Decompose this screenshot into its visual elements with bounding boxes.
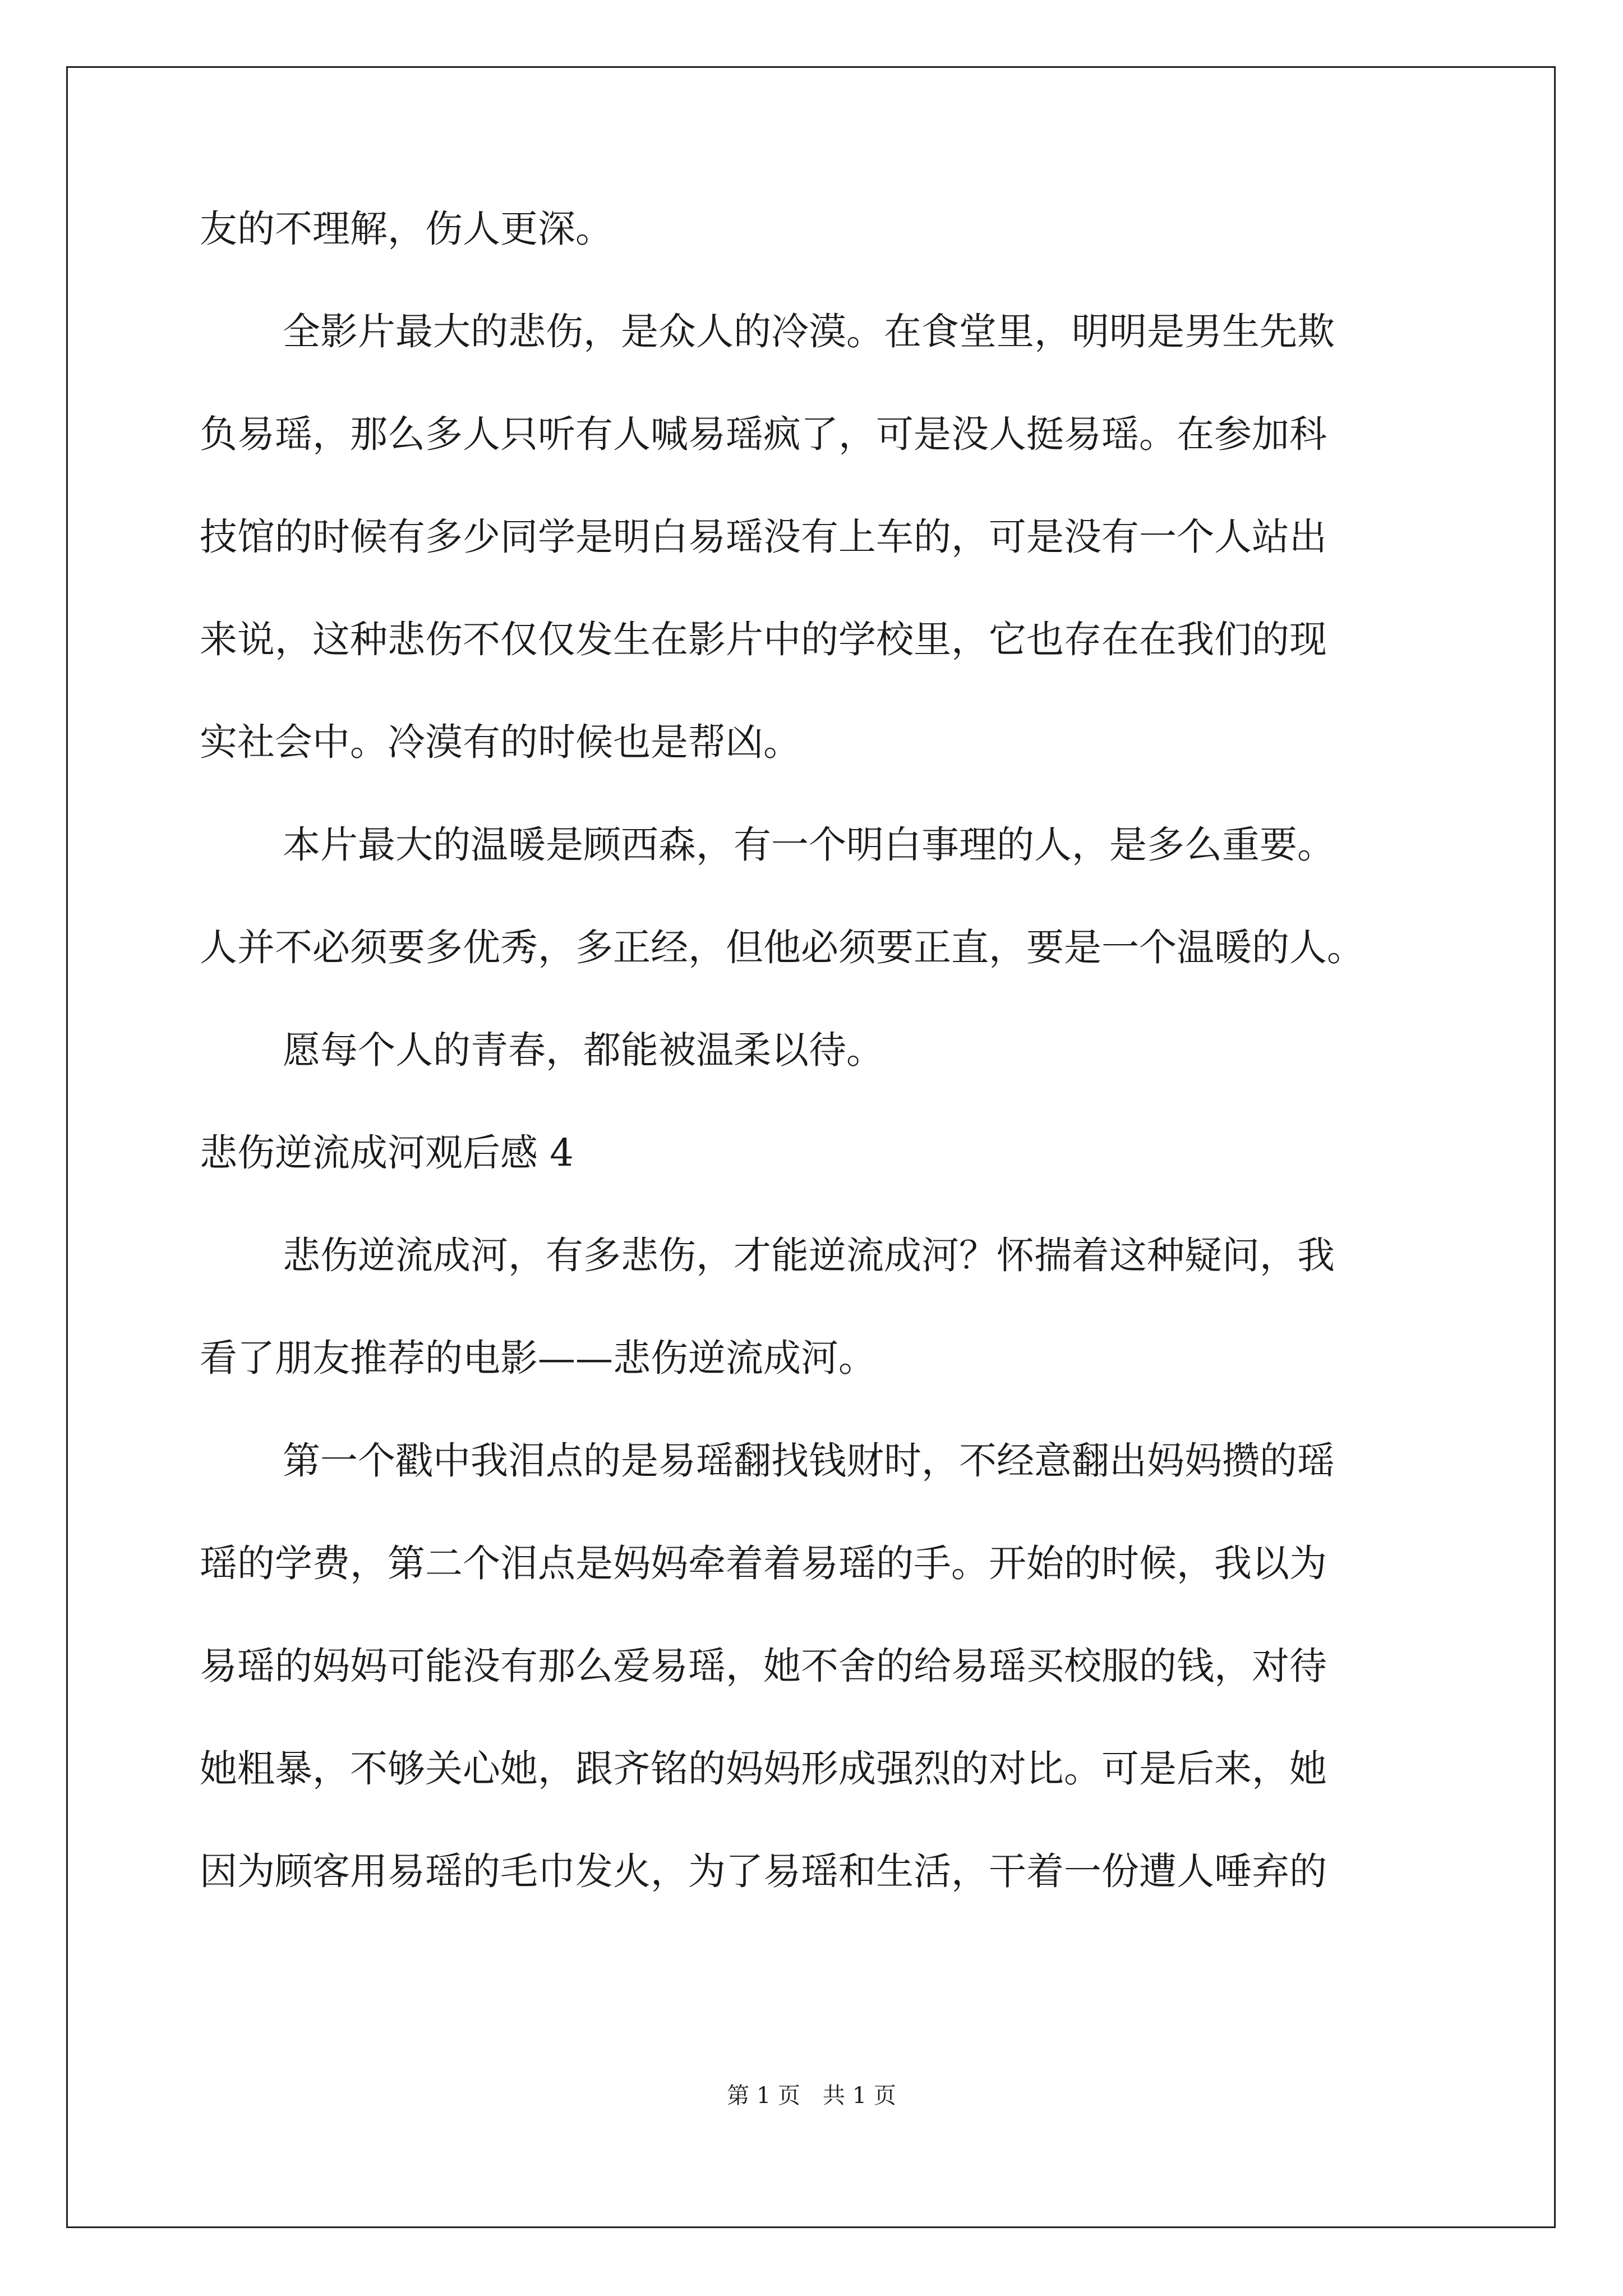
text-line: 技馆的时候有多少同学是明白易瑶没有上车的，可是没有一个人站出 — [200, 515, 1327, 559]
text-line: 她粗暴，不够关心她，跟齐铭的妈妈形成强烈的对比。可是后来，她 — [200, 1747, 1327, 1791]
text-line: 本片最大的温暖是顾西森，有一个明白事理的人，是多么重要。 — [283, 823, 1335, 867]
section-heading: 悲伤逆流成河观后感 4 — [200, 1131, 574, 1175]
text-line: 因为顾客用易瑶的毛巾发火，为了易瑶和生活，干着一份遭人唾弃的 — [200, 1849, 1327, 1893]
text-line: 愿每个人的青春，都能被温柔以待。 — [283, 1028, 884, 1072]
text-line: 负易瑶，那么多人只听有人喊易瑶疯了，可是没人挺易瑶。在参加科 — [200, 412, 1327, 456]
text-line: 易瑶的妈妈可能没有那么爱易瑶，她不舍的给易瑶买校服的钱，对待 — [200, 1644, 1327, 1688]
text-line: 看了朋友推荐的电影——悲伤逆流成河。 — [200, 1336, 876, 1380]
text-line: 实社会中。冷漠有的时候也是帮凶。 — [200, 720, 801, 764]
text-line: 悲伤逆流成河，有多悲伤，才能逆流成河？怀揣着这种疑问，我 — [283, 1234, 1335, 1277]
text-line: 人并不必须要多优秀，多正经，但他必须要正直，要是一个温暖的人。 — [200, 926, 1364, 969]
text-line: 友的不理解，伤人更深。 — [200, 207, 613, 251]
text-line: 第一个戳中我泪点的是易瑶翻找钱财时，不经意翻出妈妈攒的瑶 — [283, 1439, 1335, 1483]
page-number-footer: 第 1 页 共 1 页 — [727, 2083, 896, 2109]
text-line: 来说，这种悲伤不仅仅发生在影片中的学校里，它也存在在我们的现 — [200, 618, 1327, 661]
text-line: 全影片最大的悲伤，是众人的冷漠。在食堂里，明明是男生先欺 — [283, 310, 1335, 353]
text-line: 瑶的学费，第二个泪点是妈妈牵着着易瑶的手。开始的时候，我以为 — [200, 1542, 1327, 1585]
